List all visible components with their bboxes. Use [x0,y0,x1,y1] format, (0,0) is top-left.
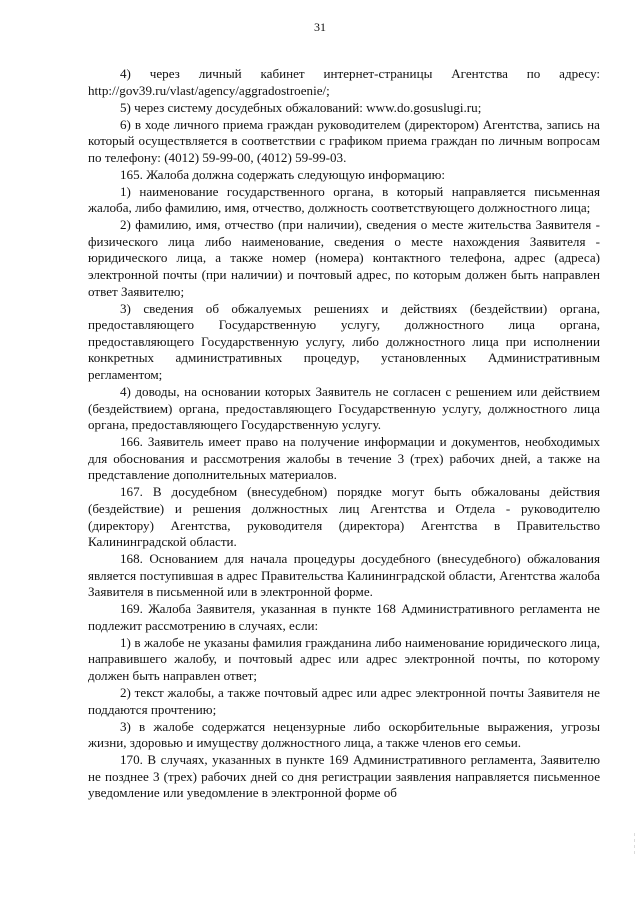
paragraph-168: 168. Основанием для начала процедуры досудебного (внесудебного) обжалования является поступившая в адрес Правительства Калининградской области, Агентства жалоба Заявителя в письменной или в электронной форме. [88,551,600,600]
paragraph-165: 165. Жалоба должна содержать следующую информацию: [120,166,446,182]
document-body [88,66,600,802]
paragraph-165-item-1: 1) наименование государственного органа, в который направляется письменная жалоба, либо фамилию, имя, отчество, должность соответствующего должностного лица; [88,183,600,216]
page-number: 31 [314,20,326,34]
paragraph-item-4-personal-cabinet: 4) через личный кабинет интернет-страницы Агентства по адресу: http://gov39.ru/vlast/agency/aggradostroenie/; [88,66,600,98]
paragraph-165-item-4: 4) доводы, на основании которых Заявитель не согласен с решением или действием (бездействием) органа, предоставляющего Государственную услугу, должностного лица органа, предоставляющего Государственную услугу. [88,384,600,433]
paragraph-165-item-3: 3) сведения об обжалуемых решениях и действиях (бездействии) органа, предоставляющего Государственную услугу, должностного лица органа, предоставляющего Государственную услугу, либо должностного лица при исполнении конкретных административных процедур, установленных Административным регламентом; [88,300,600,383]
paragraph-item-6-personal-reception: 6) в ходе личного приема граждан руководителем (директором) Агентства, запись на который осуществляется в соответствии с графиком приема граждан по личным вопросам по телефону: (4012) 59-99-00, (4012) 59-99-03. [88,116,600,165]
paragraph-170: 170. В случаях, указанных в пункте 169 Административного регламента, Заявителю не позднее 3 (трех) рабочих дней со дня регистрации заявления направляется письменное уведомление или уведомление в электронной форме об [88,752,600,801]
paragraph-169: 169. Жалоба Заявителя, указанная в пункте 168 Административного регламента не подлежит рассмотрению в случаях, если: [88,601,600,633]
paragraph-165-item-2: 2) фамилию, имя, отчество (при наличии), сведения о месте жительства Заявителя - физического лица либо наименование, сведения о месте нахождения Заявителя - юридического лица, а также номер (номера) контактного телефона, адрес (адреса) электронной почты (при наличии) и почтовый адрес, по которым должен быть направлен ответ Заявителю; [88,217,600,299]
paragraph-167: 167. В досудебном (внесудебном) порядке могут быть обжалованы действия (бездействие) и решения должностных лиц Агентства и Отдела - руководителю (директору) Агентства, руководителя (директора) Агентства в Правительство Калининградской области. [88,484,600,550]
paragraph-166: 166. Заявитель имеет право на получение информации и документов, необходимых для обоснования и рассмотрения жалобы в течение 3 (трех) рабочих дней, а также на представление дополнительных материалов. [88,434,600,483]
scan-edge-mark [633,830,636,870]
paragraph-item-5-pretrial-system: 5) через систему досудебных обжалований: www.do.gosuslugi.ru; [120,99,482,115]
paragraph-169-item-1: 1) в жалобе не указаны фамилия гражданина либо наименование юридического лица, направившего жалобу, и почтовый адрес или адрес электронной почты, по которому должен быть направлен ответ; [88,634,600,684]
paragraph-169-item-3: 3) в жалобе содержатся нецензурные либо оскорбительные выражения, угрозы жизни, здоровью и имуществу должностного лица, а также членов его семьи. [88,718,600,751]
paragraph-169-item-2: 2) текст жалобы, а также почтовый адрес или адрес электронной почты Заявителя не поддаются прочтению; [88,685,600,717]
